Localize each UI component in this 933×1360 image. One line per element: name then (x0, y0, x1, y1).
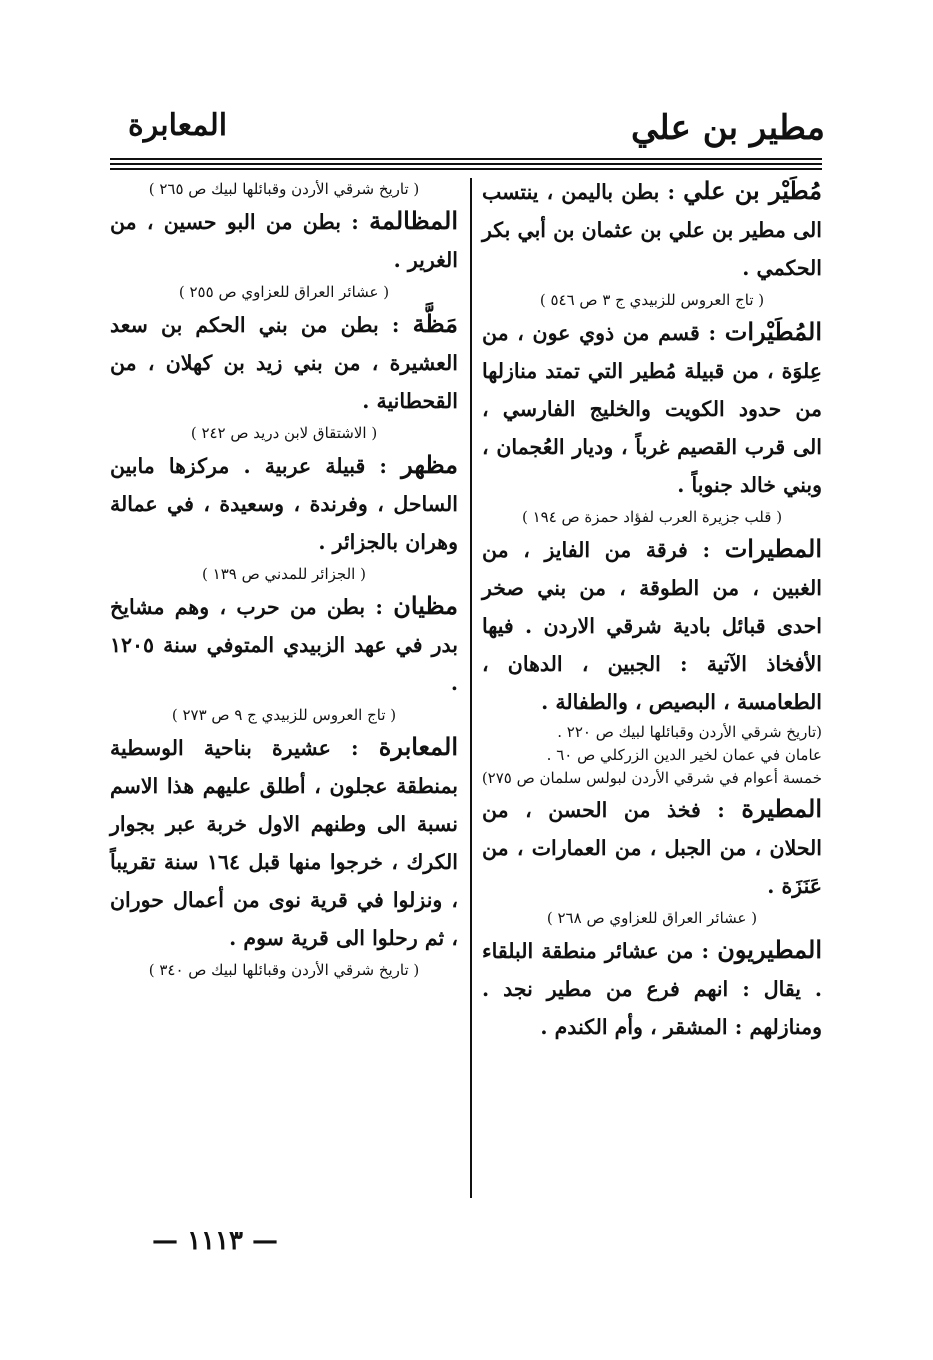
entry-text: : عشيرة بناحية الوسطية بمنطقة عجلون ، أطلق عليهم هذا الاسم نسبة الى وطنهم الاول خربة عبر بجوار الكرك ، خرجوا منها قبل ١٦٤ سنة تقريباً ، ونزلوا في قرية نوى من أعمال حوران ، ثم رحلوا الى قرية سوم . (110, 736, 459, 950)
entry-source: ( عشائر العراق للعزاوي ص ٢٦٨ ) (546, 909, 758, 927)
header-rule-middle (110, 163, 822, 165)
entry-text: : من عشائر منطقة البلقاء . يقال : انهم فرع من مطير نجد . ومنازلهم : المشقر ، وأم الكندم . (482, 939, 822, 1039)
entry-text: : بطن من بني الحكم بن سعد العشيرة ، من بني زيد بن كهلان ، من القحطانية . (110, 313, 458, 413)
entry-source: ( الاشتقاق لابن دريد ص ٢٤٢ ) (190, 424, 378, 442)
entry-text: : فرقة من الفايز ، من الغبين ، من الطوقة ، من بني صخر احدى قبائل بادية شرقي الاردن . فيها الأفخاذ الآتية : الجبين ، الدهان ، الطعامسة ، البصيص ، والطفالة . (482, 538, 822, 714)
column-divider (470, 178, 472, 1198)
entry-source: ( تاريخ شرقي الأردن وقبائلها لبيك ص ٣٤٠ ) (148, 961, 420, 979)
running-header-right: مطير بن علي (630, 108, 825, 148)
header-rule-bottom (110, 168, 822, 170)
entry-text: : فخذ من الحسن ، من الحلان ، من الجبل ، من العمارات ، من عَنَزَة . (482, 798, 822, 898)
header-rule-top (110, 158, 822, 160)
entry (110, 176, 458, 202)
entry-source: (تاريخ شرقي الأردن وقبائلها لبيك ص ٢٢٠ . (557, 723, 822, 741)
entry-source: عامان في عمان لخير الدين الزركلي ص ٦٠ . (546, 746, 822, 764)
entry (482, 530, 822, 790)
entry-source: ( تاج العروس للزبيدي ج ٩ ص ٢٧٣ ) (171, 706, 397, 724)
entry-headword: المطيرات (724, 534, 822, 563)
entry-headword: مُطَيْر بن علي (683, 176, 822, 205)
entry (110, 728, 458, 983)
entry-headword: مَظَّة (412, 309, 459, 338)
entry-headword: المطيرة (741, 794, 822, 823)
entry-text: : بطن باليمن ، ينتسب الى مطير بن علي بن عثمان بن أبي بكر الحكمي . (482, 180, 822, 280)
entry-headword: المظالمة (369, 206, 458, 235)
entry (110, 446, 458, 587)
entry-source: ( تاريخ شرقي الأردن وقبائلها لبيك ص ٢٦٥ ) (148, 180, 420, 198)
running-header-left: المعابرة (128, 108, 228, 143)
entry-source: ( تاج العروس للزبيدي ج ٣ ص ٥٤٦ ) (539, 291, 765, 309)
entry-headword: المطيريون (717, 935, 823, 964)
left-column (110, 172, 458, 983)
entry-text: : قسم من ذوي عون ، من عِلوَة ، من قبيلة مُطير التي تمتد منازلها من حدود الكويت والخليج الفارسي ، الى قرب القصيم غرباً ، وديار العُجمان ، وبني خالد جنوباً . (482, 321, 822, 497)
entry (110, 202, 458, 305)
entry-headword: مظهر (401, 450, 458, 479)
page-number: — ١١١٣ — (152, 1226, 278, 1256)
entry (482, 313, 822, 530)
entry-source: ( عشائر العراق للعزاوي ص ٢٥٥ ) (178, 283, 390, 301)
entry (482, 790, 822, 931)
entry-headword: المُطَيْرات (724, 317, 823, 346)
entry-source: خمسة أعوام في شرقي الأردن لبولس سلمان ص ٢٧٥) (481, 769, 822, 787)
entry-source: ( قلب جزيرة العرب لفؤاد حمزة ص ١٩٤ ) (521, 508, 783, 526)
entry-text: : قبيلة عربية . مركزها مابين الساحل ، وفرندة ، وسعيدة ، في عمالة وهران بالجزائر . (110, 454, 458, 554)
entry (110, 305, 458, 446)
right-column (482, 172, 822, 1046)
entry-text: : بطن من البو حسين ، من الغرير . (110, 210, 458, 272)
entry-text: : بطن من حرب ، وهم مشايخ بدر في عهد الزبيدي المتوفي سنة ١٢٠٥ . (110, 595, 458, 695)
entry (482, 172, 822, 313)
entry (110, 587, 458, 728)
entry-headword: مظيان (393, 591, 458, 620)
entry (482, 931, 822, 1046)
entry-headword: المعابرة (378, 732, 458, 761)
entry-source: ( الجزائر للمدني ص ١٣٩ ) (202, 565, 366, 583)
